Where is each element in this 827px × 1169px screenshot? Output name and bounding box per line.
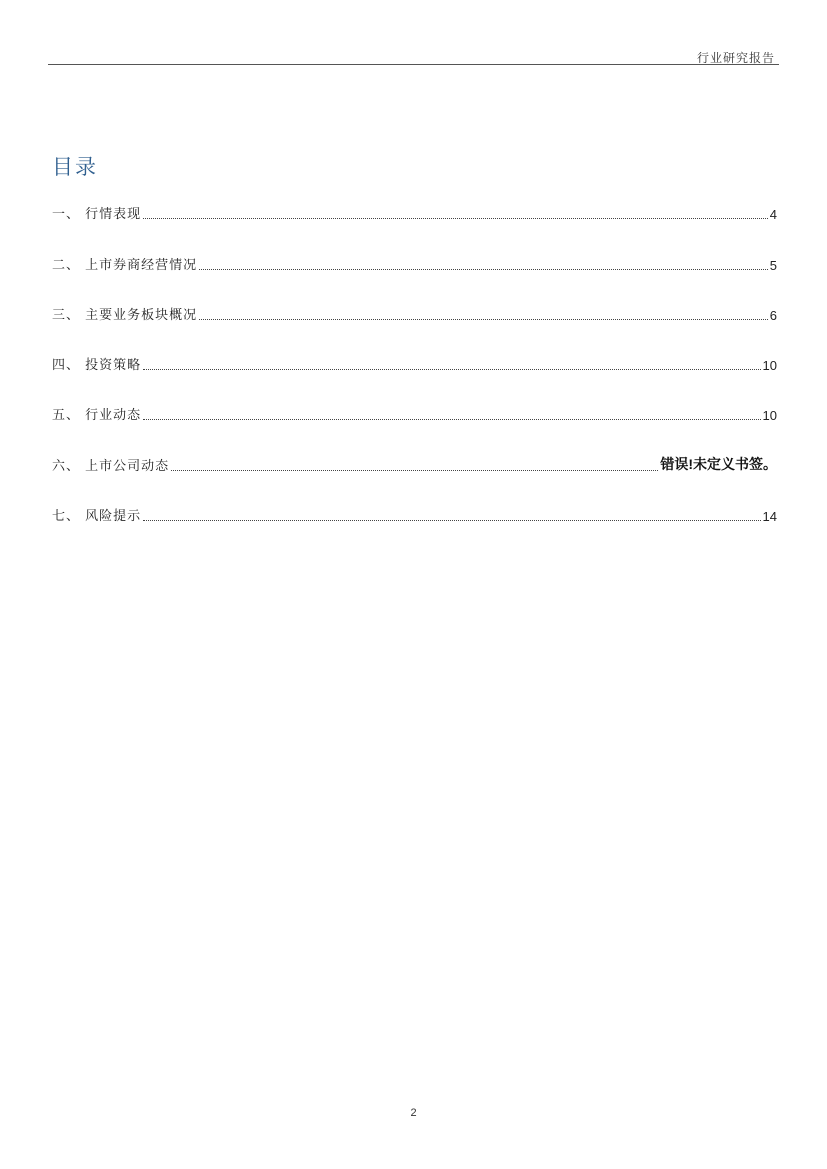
toc-entry-page-error: 错误!未定义书签。 bbox=[660, 455, 777, 472]
toc-entry-label: 六、 上市公司动态 bbox=[52, 458, 170, 474]
dot-leader bbox=[143, 368, 760, 370]
page-number: 2 bbox=[410, 1107, 417, 1119]
toc-entry-market-performance[interactable] bbox=[52, 199, 777, 249]
toc-entry-page: 10 bbox=[762, 408, 777, 424]
toc-entry-page: 10 bbox=[762, 358, 777, 374]
toc-entry-page: 6 bbox=[769, 307, 777, 323]
toc-entry-industry-news[interactable] bbox=[52, 400, 777, 450]
dot-leader bbox=[143, 519, 760, 521]
toc-entry-company-news[interactable] bbox=[52, 450, 777, 500]
toc-entry-investment-strategy[interactable] bbox=[52, 350, 777, 400]
dot-leader bbox=[199, 268, 768, 270]
toc-entry-risk-warning[interactable] bbox=[52, 501, 777, 551]
toc-entry-label: 四、 投资策略 bbox=[52, 358, 142, 374]
toc-entry-label: 二、 上市券商经营情况 bbox=[52, 257, 198, 273]
toc-title: 目录 bbox=[52, 155, 98, 179]
toc-entry-page: 4 bbox=[769, 207, 777, 223]
toc-entry-page: 5 bbox=[769, 257, 777, 273]
toc-entry-label: 七、 风险提示 bbox=[52, 509, 142, 525]
toc-entry-broker-operations[interactable] bbox=[52, 249, 777, 299]
dot-leader bbox=[143, 217, 768, 219]
toc-entry-business-segments[interactable] bbox=[52, 300, 777, 350]
toc-entry-label: 五、 行业动态 bbox=[52, 408, 142, 424]
toc-entry-label: 一、 行情表现 bbox=[52, 207, 142, 223]
header-divider bbox=[48, 64, 779, 65]
toc-entry-page: 14 bbox=[762, 509, 777, 525]
report-type-label: 行业研究报告 bbox=[696, 51, 775, 65]
dot-leader bbox=[199, 318, 768, 320]
dot-leader bbox=[171, 469, 658, 471]
table-of-contents bbox=[52, 199, 777, 551]
dot-leader bbox=[143, 418, 760, 420]
toc-entry-label: 三、 主要业务板块概况 bbox=[52, 307, 198, 323]
